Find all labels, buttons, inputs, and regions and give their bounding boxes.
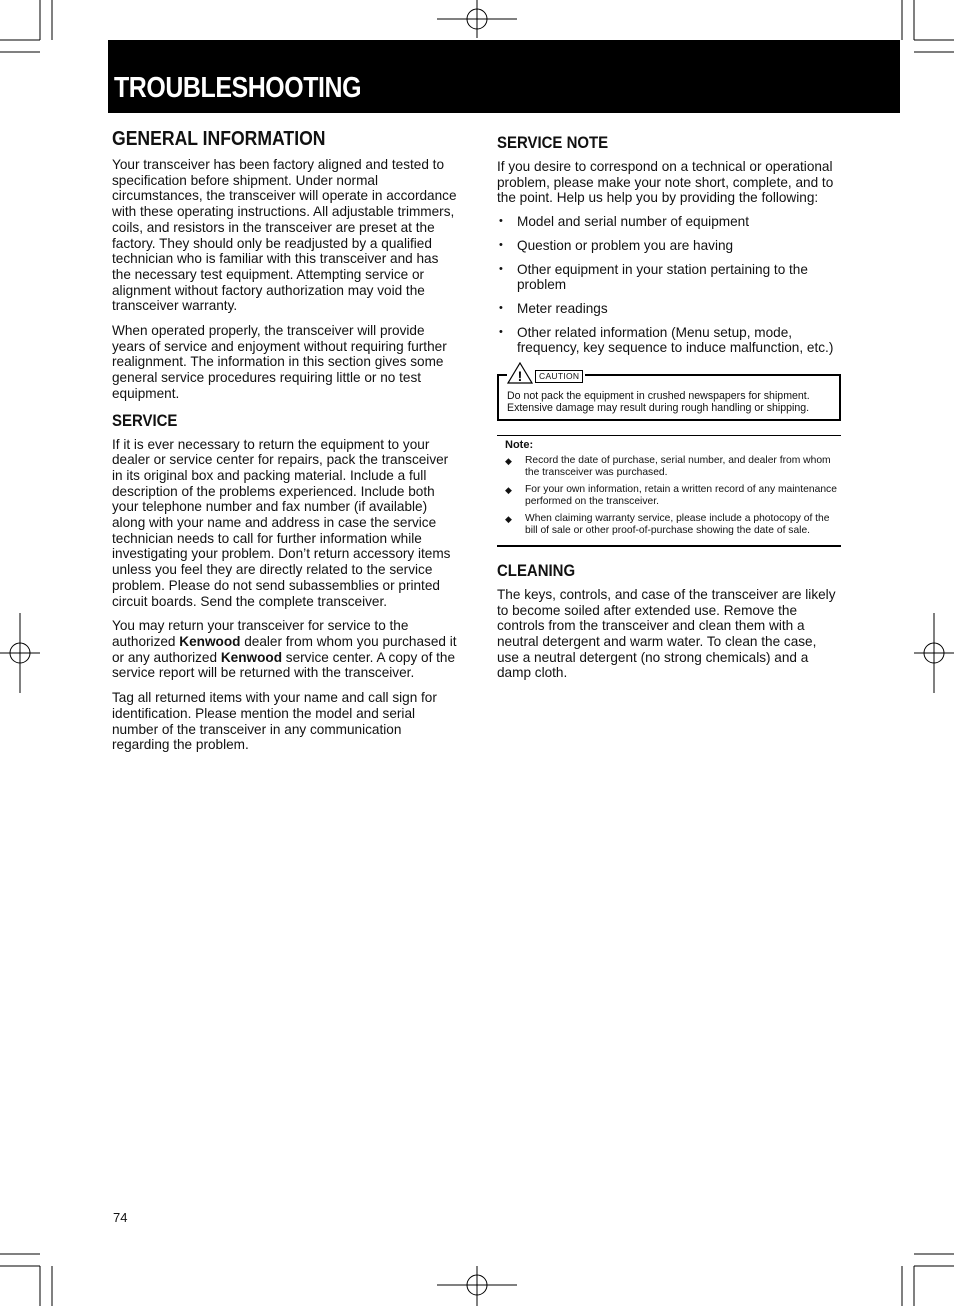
bullet-icon: • <box>499 262 503 275</box>
service-paragraph-3: Tag all returned items with your name and call sign for identification. Please mention the model and serial number of the transceiver in any communication regarding the problem. <box>112 690 437 753</box>
svg-text:!: ! <box>517 368 523 385</box>
chapter-title: TROUBLESHOOTING <box>114 72 362 104</box>
service-p2-part-b: dealer from whom you purchased it or any authorized <box>112 633 457 665</box>
warning-triangle-icon <box>507 362 533 384</box>
service-heading: SERVICE <box>112 410 178 430</box>
service-note-intro: If you desire to correspond on a technical or operational problem, please make your note short, complete, and to the point. Help us help you by providing the following: <box>497 159 834 206</box>
cleaning-paragraph: The keys, controls, and case of the transceiver are likely to become soiled after extended use. Remove the controls from the transceiver and clean them with a neutral detergent and warm water. To clean the case, use a neutral detergent (no strong chemicals) and a damp cloth. <box>497 586 836 681</box>
list-item <box>497 455 841 479</box>
note-box <box>497 435 841 547</box>
service-note-heading: SERVICE NOTE <box>497 133 609 152</box>
list-item-text: Record the date of purchase, serial number, and dealer from whom the transceiver was purchased. <box>525 454 831 478</box>
page-number: 74 <box>113 1210 128 1225</box>
list-item <box>497 325 841 356</box>
list-item-text: Other equipment in your station pertaining to the problem <box>517 261 808 293</box>
diamond-bullet-icon: ◆ <box>505 455 512 466</box>
general-paragraph-2: When operated properly, the transceiver will provide years of service and enjoyment without requiring further realignment. The information in this section gives some general service procedures requiring little or no test equipment. <box>112 323 447 401</box>
note-list <box>497 455 841 537</box>
caution-badge <box>507 362 585 384</box>
list-item-text: Model and serial number of equipment <box>517 214 749 230</box>
caution-label: CAUTION <box>535 370 583 383</box>
list-item-text: Question or problem you are having <box>517 237 734 253</box>
list-item-text: Other related information (Menu setup, mode, frequency, key sequence to induce malfunction, etc.) <box>517 324 834 356</box>
left-column <box>112 128 458 762</box>
list-item <box>497 513 841 537</box>
cleaning-heading: CLEANING <box>497 560 576 580</box>
list-item <box>497 238 841 254</box>
note-title: Note: <box>505 438 534 451</box>
service-paragraph-2 <box>112 618 458 681</box>
list-item-text: Meter readings <box>517 300 608 316</box>
service-p2-part-c: service center. A copy of the service report will be returned with the transceiver. <box>112 649 456 681</box>
right-column <box>497 128 841 690</box>
brand-name: Kenwood <box>179 633 241 649</box>
chapter-banner <box>108 40 900 113</box>
service-note-list <box>497 214 841 356</box>
general-information-heading: GENERAL INFORMATION <box>112 128 326 150</box>
bullet-icon: • <box>499 238 503 251</box>
list-item-text: For your own information, retain a written record of any maintenance performed on the transceiver. <box>525 483 837 507</box>
service-p2-part-a: You may return your transceiver for service to the authorized <box>112 618 409 649</box>
diamond-bullet-icon: ◆ <box>505 484 512 495</box>
list-item <box>497 214 841 230</box>
caution-box <box>497 368 841 421</box>
bullet-icon: • <box>499 325 503 338</box>
diamond-bullet-icon: ◆ <box>505 513 512 524</box>
general-paragraph-1: Your transceiver has been factory aligned and tested to specification before shipment. Under normal circumstances, the transceiver will operate in accordance with these operating instructions. All adjustable trimmers, coils, and resistors in the transceiver are preset at the factory. They should only be readjusted by a qualified technician who is familiar with this transceiver and has the necessary test equipment. Attempting service or alignment without factory authorization may void the transceiver warranty. <box>112 157 457 314</box>
brand-name: Kenwood <box>220 649 282 665</box>
list-item <box>497 262 841 293</box>
bullet-icon: • <box>499 215 503 228</box>
list-item-text: When claiming warranty service, please include a photocopy of the bill of sale or other proof-of-purchase showing the date of sale. <box>525 512 830 536</box>
list-item <box>497 301 841 317</box>
list-item <box>497 484 841 508</box>
service-paragraph-1: If it is ever necessary to return the equipment to your dealer or service center for repairs, pack the transceiver in its original box and packing material. Include a full description of the problems experienced. Include both your telephone number and fax number (if available) along with your name and address in case the service technician needs to call for further information while investigating your problem. Don’t return accessory items unless you feel they are directly related to the service problem. Please do not send subassemblies or printed circuit boards. Send the complete transceiver. <box>112 436 451 609</box>
caution-text: Do not pack the equipment in crushed newspapers for shipment. Extensive damage may result during rough handling or shipping. <box>507 390 810 415</box>
bullet-icon: • <box>499 301 503 314</box>
